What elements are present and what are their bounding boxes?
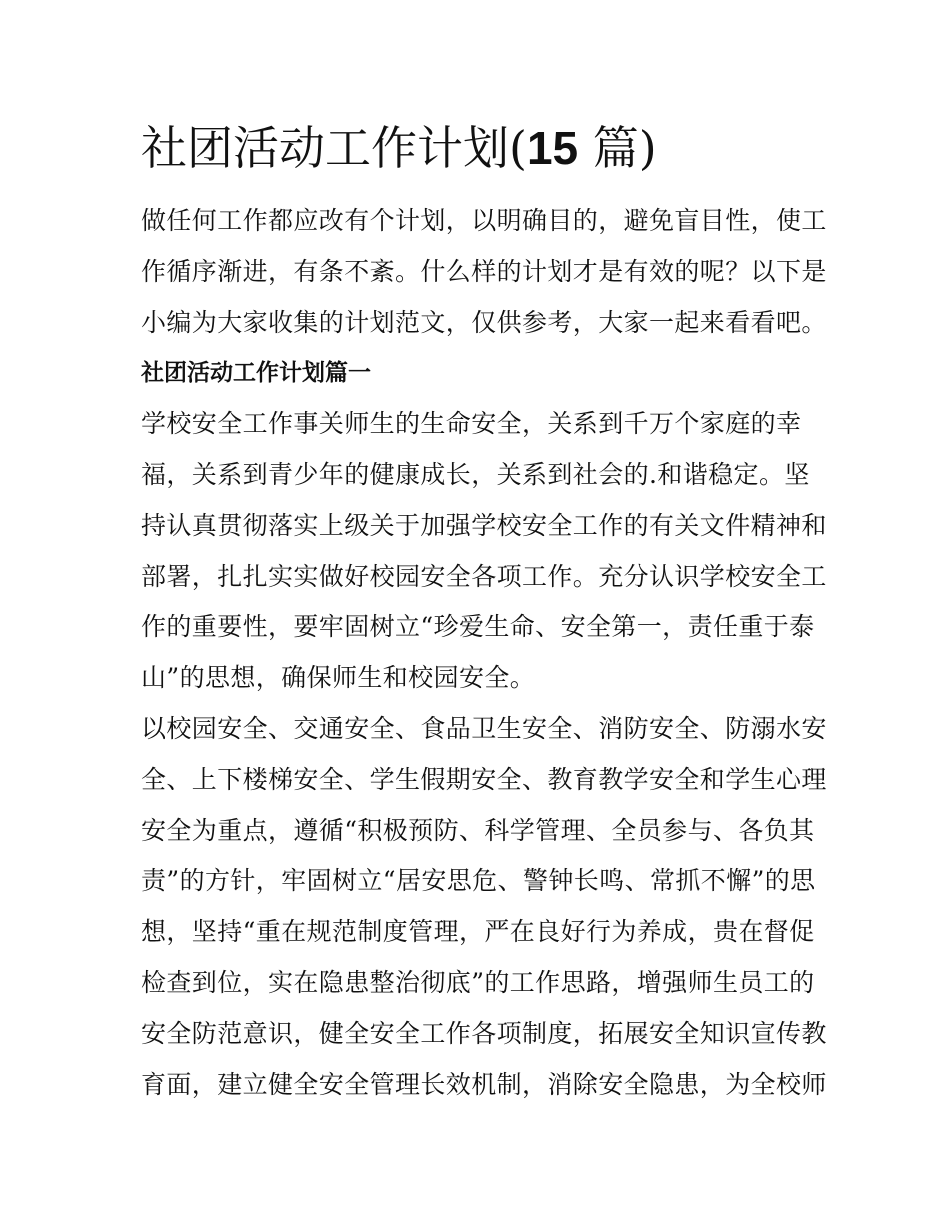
paragraph-line: 以校园安全、交通安全、食品卫生安全、消防安全、防溺水安 bbox=[141, 713, 827, 743]
title-end: 篇) bbox=[578, 121, 657, 175]
intro-paragraph bbox=[141, 196, 827, 348]
paragraph-line: 部署，扎扎实实做好校园安全各项工作。充分认识学校安全工 bbox=[141, 561, 827, 591]
paragraph-line: 安全为重点，遵循“积极预防、科学管理、全员参与、各负其 bbox=[141, 815, 815, 845]
paragraph-line: 安全防范意识，健全安全工作各项制度，拓展安全知识宣传教 bbox=[141, 1018, 827, 1048]
paragraph-line: 检查到位，实在隐患整治彻底”的工作思路，增强师生员工的 bbox=[141, 967, 815, 997]
document-page bbox=[141, 112, 827, 1110]
section-heading: 社团活动工作计划篇一 bbox=[141, 359, 371, 387]
paragraph-line: 想，坚持“重在规范制度管理，严在良好行为养成，贵在督促 bbox=[141, 917, 815, 947]
body-paragraph-1 bbox=[141, 399, 827, 704]
body-paragraph-2 bbox=[141, 704, 827, 1110]
paragraph-line: 学校安全工作事关师生的生命安全，关系到千万个家庭的幸 bbox=[141, 409, 802, 439]
intro-line: 小编为大家收集的计划范文，仅供参考，大家一起来看看吧。 bbox=[141, 307, 827, 337]
page-title bbox=[141, 112, 813, 184]
paragraph-line: 持认真贯彻落实上级关于加强学校安全工作的有关文件精神和 bbox=[141, 510, 827, 540]
paragraph-line: 作的重要性，要牢固树立“珍爱生命、安全第一，责任重于泰 bbox=[141, 612, 815, 642]
paragraph-line: 责”的方针，牢固树立“居安思危、警钟长鸣、常抓不懈”的思 bbox=[141, 866, 816, 896]
title-main: 社团活动工作计划( bbox=[141, 121, 527, 175]
paragraph-line: 全、上下楼梯安全、学生假期安全、教育教学安全和学生心理 bbox=[141, 764, 827, 794]
paragraph-line: 山”的思想，确保师生和校园安全。 bbox=[141, 663, 536, 693]
paragraph-line: 福，关系到青少年的健康成长，关系到社会的.和谐稳定。坚 bbox=[141, 459, 810, 489]
paragraph-line: 育面，建立健全安全管理长效机制，消除安全隐患，为全校师 bbox=[141, 1069, 827, 1099]
intro-line: 作循序渐进，有条不紊。什么样的计划才是有效的呢？以下是 bbox=[141, 256, 827, 286]
title-number: 15 bbox=[526, 122, 579, 174]
intro-line: 做任何工作都应改有个计划，以明确目的，避免盲目性，使工 bbox=[141, 206, 827, 235]
